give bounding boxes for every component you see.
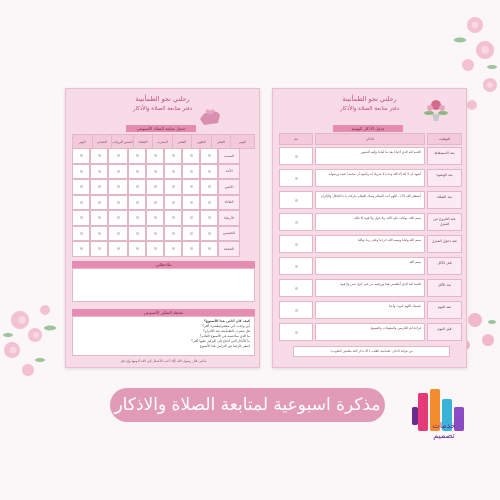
checkbox-dot-icon [117,170,120,173]
dhikr-time-label: بعد الصلاة [427,191,462,209]
prayer-checkbox[interactable] [90,195,108,211]
prayer-checkbox[interactable] [164,195,182,211]
dhikr-row [279,301,462,319]
checkbox-dot-icon [154,154,157,157]
checkbox-dot-icon [208,185,211,188]
reflection-question: ما الذي سأحسنه في الأسبوع القادم؟ [199,334,250,338]
header-isha: العشاء [133,135,153,149]
prayer-table-title: جدول متابعة الصلاة الأسبوعي [126,125,196,132]
checkbox-dot-icon [98,247,101,250]
left-page-title: رحلتي نحو الطمأنينة [135,95,190,103]
day-row [72,226,255,242]
dhikr-row [279,323,462,341]
checkbox-dot-icon [154,201,157,204]
notes-title: ملاحظاتي [72,261,255,268]
day-label: السبت [218,148,240,164]
checkbox-dot-icon [190,185,193,188]
dhikr-text: أستغفر الله (3) - اللهم أنت السلام ومنك السلام تباركت يا ذا الجلال والإكرام [315,191,425,209]
checkbox-dot-icon [117,201,120,204]
day-row [72,241,255,257]
checkbox-dot-icon [190,232,193,235]
dhikr-time-label: عند النوم [427,301,462,319]
checkbox-dot-icon [80,170,83,173]
day-label: الأحد [218,164,240,180]
checkbox-dot-icon [117,216,120,219]
dhikr-row [279,147,462,165]
dhikr-row [279,169,462,187]
prayer-checkbox[interactable] [164,164,182,180]
prayer-checkbox[interactable] [108,226,128,242]
prayer-checkbox[interactable] [128,210,146,226]
prayer-checkbox[interactable] [72,210,90,226]
header-witr: الوتر [73,135,93,149]
left-page-footer: تذكير: قال رسول الله ﷺ: أحب الأعمال إلى الله أدومها وإن قل [120,359,207,363]
prayer-checkbox[interactable] [182,241,200,257]
dhikr-row [279,191,462,209]
header-asr: العصر [172,135,192,149]
brand-logo [408,385,488,445]
prayer-checkbox[interactable] [146,164,164,180]
right-page-title: رحلتي نحو الطمأنينة [342,95,397,103]
checkbox-dot-icon [172,154,175,157]
checkbox-dot-icon [172,247,175,250]
prayer-checkbox[interactable] [200,241,218,257]
prayer-checkbox[interactable] [72,164,90,180]
prayer-checkbox[interactable] [108,241,128,257]
left-page-subtitle: دفتر متابعة الصلاة والأذكار [132,106,193,112]
day-row [72,195,255,211]
prayer-checkbox[interactable] [200,164,218,180]
prayer-checkbox[interactable] [164,179,182,195]
dhikr-done-checkbox[interactable] [279,191,313,209]
header-time: التوقيت [427,133,462,145]
reflection-question: ما الأذكار التي أحتاج إلى التركيز عليها أكثر؟ [191,339,250,343]
prayer-checkbox[interactable] [182,195,200,211]
prayer-checkbox[interactable] [146,226,164,242]
reflection-title: محطة التفكير الأسبوعي [72,309,255,316]
day-label: الاثنين [218,179,240,195]
prayer-checkbox[interactable] [90,164,108,180]
dhikr-done-checkbox[interactable] [279,169,313,187]
checkbox-dot-icon [117,232,120,235]
prayer-checkbox[interactable] [72,226,90,242]
prayer-checkbox[interactable] [182,148,200,164]
dhikr-done-checkbox[interactable] [279,279,313,297]
reflection-heading: كيف كان أدائي هذا الأسبوع؟ [203,319,250,323]
prayer-checkbox[interactable] [128,179,146,195]
right-page-subtitle: دفتر متابعة الصلاة والأذكار [339,106,400,112]
checkbox-dot-icon [208,170,211,173]
checkbox-dot-icon [98,185,101,188]
reflection-question: أشعر بالرضا عن التزامي هذا الأسبوع [199,344,250,348]
dhikr-done-checkbox[interactable] [279,257,313,275]
dhikr-time-label: بعد الاستيقاظ [427,147,462,165]
prayer-checkbox[interactable] [182,210,200,226]
dhikr-text: أشهد أن لا إله إلا الله وحده لا شريك له وأشهد أن محمدا عبده ورسوله [315,169,425,187]
checkbox-dot-icon [172,216,175,219]
checkbox-dot-icon [154,232,157,235]
dhikr-text: الحمد لله الذي أطعمني هذا ورزقنيه من غير حول مني ولا قوة [315,279,425,297]
dhikr-time-label: قبل الأكل [427,257,462,275]
checkbox-dot-icon [208,201,211,204]
checkbox-dot-icon [80,232,83,235]
day-row [72,179,255,195]
checkbox-dot-icon [172,201,175,204]
dhikr-table-title: جدول الأذكار اليومية [333,125,403,132]
dhikr-text: بسم الله، توكلت على الله، ولا حول ولا قوة إلا بالله [315,213,425,231]
dhikr-done-checkbox[interactable] [279,235,313,253]
prayer-checkbox[interactable] [72,241,90,257]
prayer-checkbox[interactable] [90,226,108,242]
checkbox-dot-icon [98,232,101,235]
header-dhuhr: الظهر [192,135,212,149]
checkbox-dot-icon [117,154,120,157]
checkbox-dot-icon [117,247,120,250]
header-maghrib: المغرب [153,135,173,149]
prayer-checkbox[interactable] [146,179,164,195]
prayer-checkbox[interactable] [200,226,218,242]
right-page-footer: من فوائد الذكر: طمأنينة القلب ﴿ألا بذكر الله تطمئن القلوب﴾ [293,346,450,357]
dhikr-done-checkbox[interactable] [279,147,313,165]
prayer-checkbox[interactable] [90,148,108,164]
dhikr-time-label: بعد الوضوء [427,169,462,187]
checkbox-dot-icon [208,232,211,235]
dhikr-time-label: قبل النوم [427,323,462,341]
checkbox-dot-icon [98,154,101,157]
prayer-checkbox[interactable] [200,148,218,164]
day-row [72,210,255,226]
day-label: الجمعة [218,241,240,257]
header-fajr: الفجر [211,135,231,149]
logo-text-line1: خدمات [432,421,456,430]
prayer-checkbox[interactable] [146,195,164,211]
dhikr-done-checkbox[interactable] [279,213,313,231]
checkbox-dot-icon [154,216,157,219]
prayer-checkbox[interactable] [146,241,164,257]
prayer-checkbox[interactable] [128,195,146,211]
prayer-checkbox[interactable] [146,210,164,226]
prayer-checkbox[interactable] [108,179,128,195]
checkbox-dot-icon [295,309,298,312]
header-duha: الضحى [92,135,112,149]
prayer-checkbox[interactable] [108,148,128,164]
header-dhikr: الذكر [315,133,425,145]
checkbox-dot-icon [208,216,211,219]
day-row [72,148,255,164]
dhikr-text: بسم الله [315,257,425,275]
checkbox-dot-icon [190,170,193,173]
left-page-weekly-prayer [65,88,260,368]
checkbox-dot-icon [172,170,175,173]
checkbox-dot-icon [136,154,139,157]
checkbox-dot-icon [98,170,101,173]
prayer-checkbox[interactable] [72,148,90,164]
prayer-checkbox[interactable] [164,148,182,164]
checkbox-dot-icon [98,201,101,204]
prayer-checkbox[interactable] [182,164,200,180]
prayer-table-header [73,135,255,149]
reflection-box [72,316,255,356]
prayer-checkbox[interactable] [90,210,108,226]
checkbox-dot-icon [154,247,157,250]
checkbox-dot-icon [190,154,193,157]
checkbox-dot-icon [208,247,211,250]
prayer-checkbox[interactable] [128,148,146,164]
checkbox-dot-icon [136,170,139,173]
checkbox-dot-icon [172,185,175,188]
checkbox-dot-icon [190,247,193,250]
dhikr-text: بسم الله ولجنا وبسم الله خرجنا وعلى ربنا توكلنا [315,235,425,253]
prayer-checkbox[interactable] [164,241,182,257]
checkbox-dot-icon [295,199,298,202]
reflection-question: هل شعرت بالطمأنينة عند الالتزام؟ [203,329,250,333]
dhikr-done-checkbox[interactable] [279,323,313,341]
checkbox-dot-icon [136,216,139,219]
checkbox-dot-icon [190,216,193,219]
prayer-checkbox[interactable] [128,226,146,242]
prayer-checkbox[interactable] [90,179,108,195]
checkbox-dot-icon [295,177,298,180]
checkbox-dot-icon [172,232,175,235]
dhikr-time-label: عند دخول المنزل [427,235,462,253]
day-rows [72,148,255,257]
prayer-tracker-table [72,134,255,149]
flower-vase-icon [423,97,449,123]
prayer-checkbox[interactable] [200,195,218,211]
hand-heart-icon [198,107,222,127]
checkbox-dot-icon [136,201,139,204]
checkbox-dot-icon [154,185,157,188]
dhikr-table-header [279,133,462,145]
dhikr-time-label: عند الخروج من المنزل [427,213,462,231]
dhikr-row [279,213,462,231]
dhikr-row [279,235,462,253]
header-sunan: السنن الرواتب [112,135,134,149]
prayer-checkbox[interactable] [90,241,108,257]
checkbox-dot-icon [117,185,120,188]
notes-box[interactable] [72,268,255,302]
checkbox-dot-icon [295,155,298,158]
right-page-daily-dhikr [272,88,467,368]
dhikr-row [279,279,462,297]
dhikr-text: الحمد لله الذي أحيانا بعد ما أماتنا وإليه النشور [315,147,425,165]
prayer-checkbox[interactable] [128,241,146,257]
header-day: اليوم [231,135,255,149]
header-done: تم [279,133,313,145]
prayer-checkbox[interactable] [200,210,218,226]
dhikr-text: قراءة آية الكرسي والمعوذات والتسبيح [315,323,425,341]
dhikr-text: باسمك اللهم أموت وأحيا [315,301,425,319]
prayer-checkbox[interactable] [182,179,200,195]
prayer-checkbox[interactable] [108,164,128,180]
day-label: الأربعاء [218,210,240,226]
product-banner: مذكرة اسبوعية لمتابعة الصلاة والاذكار [110,388,385,422]
prayer-checkbox[interactable] [108,210,128,226]
day-row [72,164,255,180]
checkbox-dot-icon [295,287,298,290]
checkbox-dot-icon [295,243,298,246]
checkbox-dot-icon [98,216,101,219]
checkbox-dot-icon [295,265,298,268]
day-label: الخميس [218,226,240,242]
checkbox-dot-icon [80,154,83,157]
checkbox-dot-icon [80,216,83,219]
checkbox-dot-icon [190,201,193,204]
day-label: الثلاثاء [218,195,240,211]
checkbox-dot-icon [136,232,139,235]
checkbox-dot-icon [136,247,139,250]
reflection-question: أين وجدت أني مقصر/مقصرة أكثر؟ [202,324,250,328]
dhikr-done-checkbox[interactable] [279,301,313,319]
prayer-checkbox[interactable] [128,164,146,180]
prayer-checkbox[interactable] [108,195,128,211]
checkbox-dot-icon [208,154,211,157]
checkbox-dot-icon [295,221,298,224]
prayer-checkbox[interactable] [182,226,200,242]
prayer-checkbox[interactable] [146,148,164,164]
dhikr-time-label: بعد الأكل [427,279,462,297]
logo-text-line2: تصميم [433,431,455,440]
checkbox-dot-icon [136,185,139,188]
prayer-checkbox[interactable] [72,195,90,211]
checkbox-dot-icon [80,185,83,188]
checkbox-dot-icon [295,331,298,334]
checkbox-dot-icon [80,247,83,250]
checkbox-dot-icon [80,201,83,204]
checkbox-dot-icon [154,170,157,173]
prayer-checkbox[interactable] [200,179,218,195]
prayer-checkbox[interactable] [164,210,182,226]
prayer-checkbox[interactable] [164,226,182,242]
prayer-checkbox[interactable] [72,179,90,195]
dhikr-row [279,257,462,275]
